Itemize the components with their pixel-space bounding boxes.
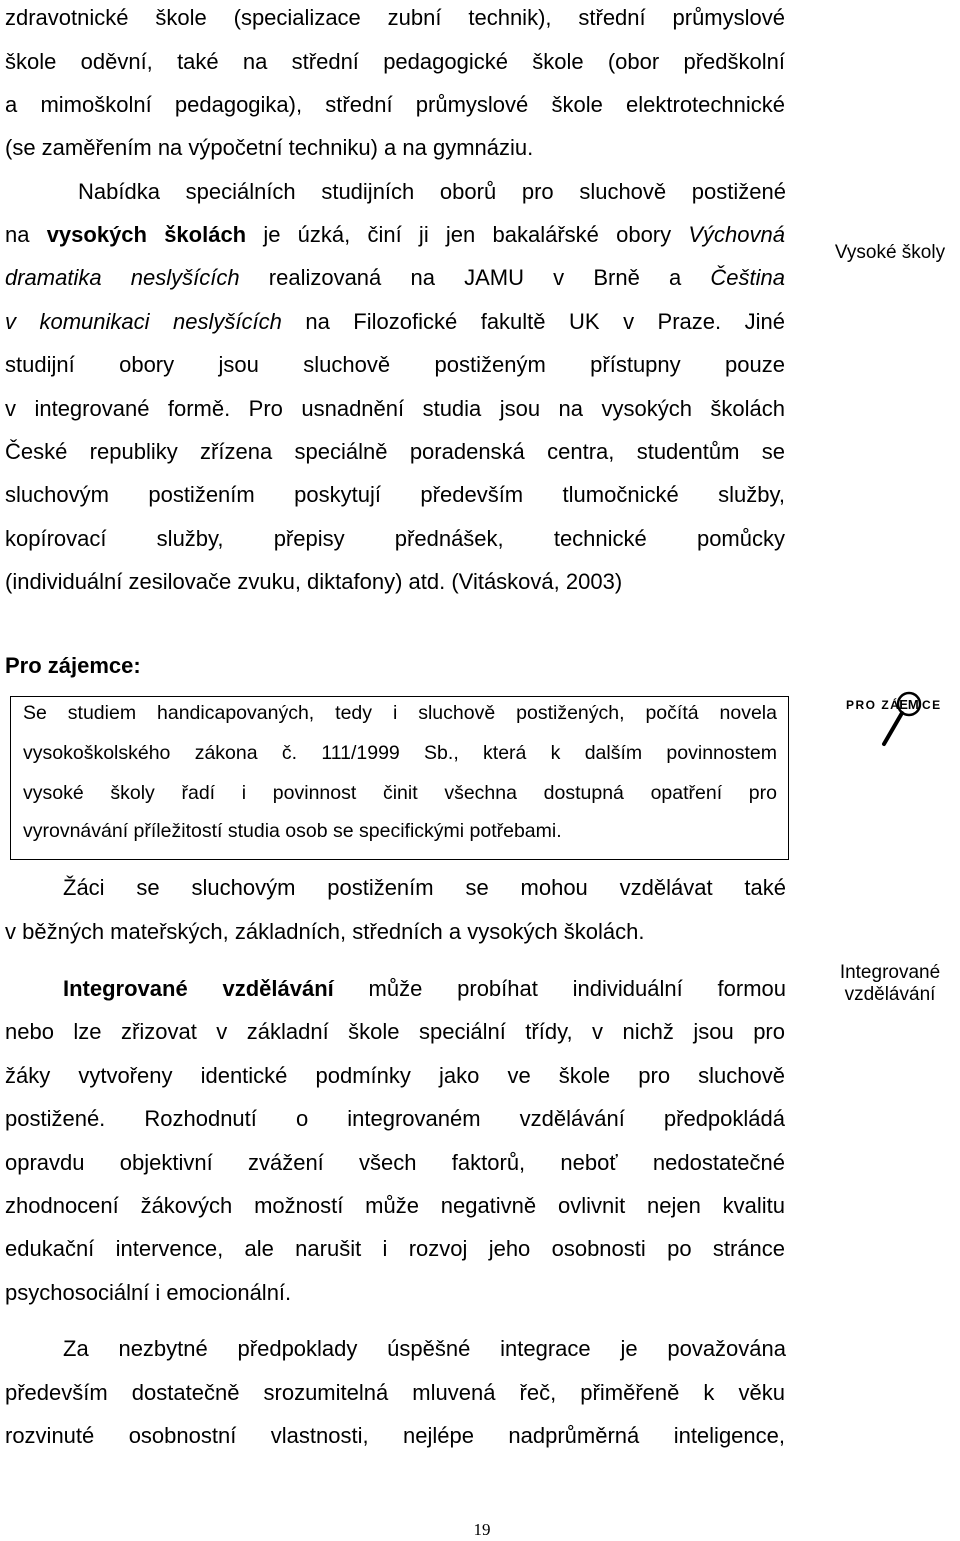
magnifier-icon: [843, 690, 943, 750]
info-box: [10, 696, 789, 860]
page-number: 19: [473, 1520, 491, 1539]
margin-note-integrovane-vzdelavani: Integrované vzdělávání: [839, 962, 941, 1005]
text-line: Nabídka speciálních studijních oborů pro sluchově postižené: [78, 179, 786, 204]
text-line: na vysokých školách je úzká, činí ji jen bakalářské obory Výchovná: [5, 222, 785, 247]
text-line: zdravotnické škole (specializace zubní technik), střední průmyslové: [5, 5, 785, 30]
text-line: žáky vytvořeny identické podmínky jako ve škole pro sluchově: [5, 1063, 785, 1088]
section-heading: Pro zájemce:: [5, 653, 141, 678]
text-line: dramatika neslyšících realizovaná na JAMU v Brně a Čeština: [5, 265, 785, 290]
text-line: a mimoškolní pedagogika), střední průmyslové škole elektrotechnické: [5, 92, 785, 117]
text-line: kopírovací služby, přepisy přednášek, technické pomůcky: [5, 526, 785, 551]
margin-note-vysoke-skoly: Vysoké školy: [834, 242, 946, 263]
text-line: v běžných mateřských, základních, středních a vysokých školách.: [5, 919, 645, 944]
logo-text-right: CE: [922, 698, 942, 712]
text-line: (individuální zesilovače zvuku, diktafony) atd. (Vitásková, 2003): [5, 569, 623, 594]
info-box-line: vysokoškolského zákona č. 111/1999 Sb., která k dalším povinnostem: [23, 742, 777, 764]
text-line: psychosociální i emocionální.: [5, 1280, 292, 1305]
pro-zajemce-logo: [843, 690, 943, 750]
info-box-line: vyrovnávání příležitostí studia osob se specifickými potřebami.: [23, 820, 562, 842]
info-box-line: vysoké školy řadí i povinnost činit všechna dostupná opatření pro: [23, 782, 777, 804]
text-line: Za nezbytné předpoklady úspěšné integrace je považována: [63, 1336, 786, 1361]
text-line: České republiky zřízena speciálně poradenská centra, studentům se: [5, 439, 785, 464]
text-line: v integrované formě. Pro usnadnění studia jsou na vysokých školách: [5, 396, 785, 421]
text-line: v komunikaci neslyšících na Filozofické fakultě UK v Praze. Jiné: [5, 309, 785, 334]
logo-text-left: PRO ZÁ: [846, 698, 901, 712]
text-line: opravdu objektivní zvážení všech faktorů, neboť nedostatečné: [5, 1150, 785, 1175]
text-line: studijní obory jsou sluchově postiženým přístupny pouze: [5, 352, 785, 377]
text-line: rozvinuté osobnostní vlastnosti, nejlépe nadprůměrná inteligence,: [5, 1423, 785, 1448]
text-line: postižené. Rozhodnutí o integrovaném vzdělávání předpokládá: [5, 1106, 785, 1131]
text-line: zhodnocení žákových možností může negativně ovlivnit nejen kvalitu: [5, 1193, 785, 1218]
info-box-line: Se studiem handicapovaných, tedy i sluchově postižených, počítá novela: [23, 702, 777, 724]
text-line: edukační intervence, ale narušit i rozvoj jeho osobnosti po stránce: [5, 1236, 785, 1261]
text-line: Integrované vzdělávání může probíhat individuální formou: [63, 976, 786, 1001]
text-line: sluchovým postižením poskytují především tlumočnické služby,: [5, 482, 785, 507]
text-line: Žáci se sluchovým postižením se mohou vzdělávat také: [63, 875, 786, 900]
text-line: především dostatečně srozumitelná mluvená řeč, přiměřeně k věku: [5, 1380, 785, 1405]
text-line: škole oděvní, také na střední pedagogické škole (obor předškolní: [5, 49, 785, 74]
logo-lens-letters: EM: [899, 697, 919, 712]
text-line: (se zaměřením na výpočetní techniku) a na gymnáziu.: [5, 135, 534, 160]
text-line: nebo lze zřizovat v základní škole speciální třídy, v nichž jsou pro: [5, 1019, 785, 1044]
